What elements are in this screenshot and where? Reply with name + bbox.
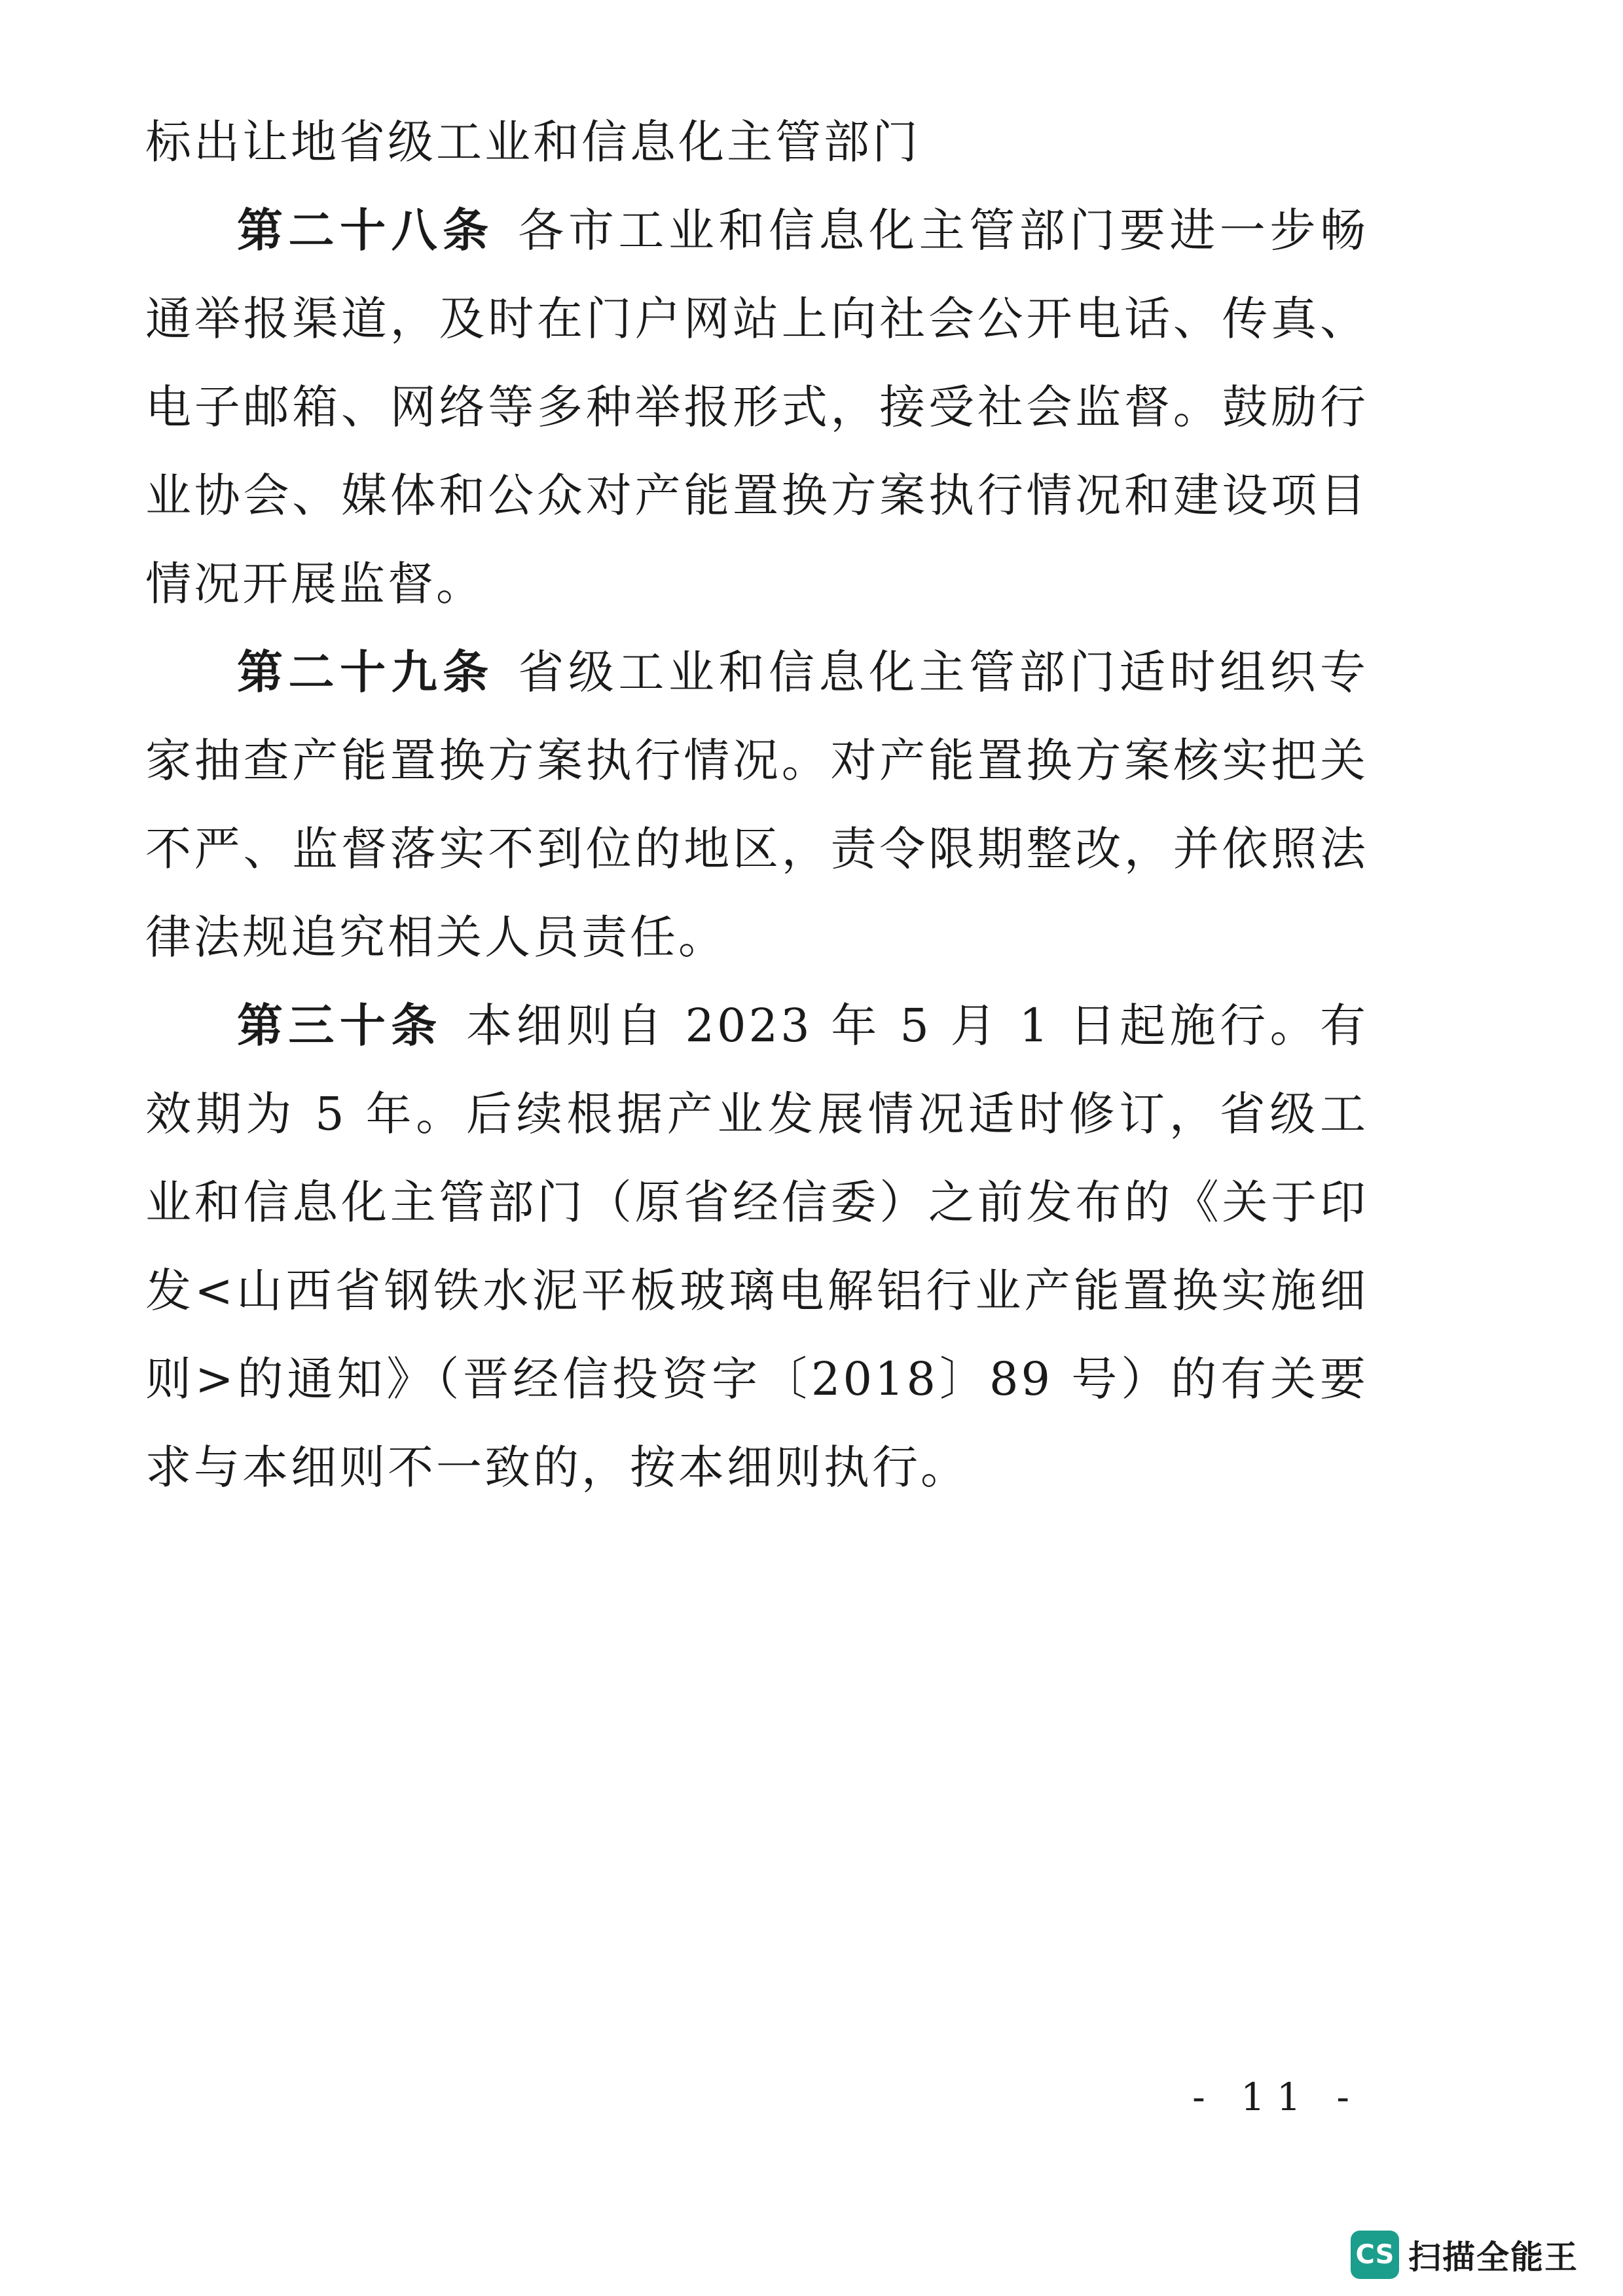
camscanner-logo-icon: CS — [1351, 2231, 1399, 2279]
paragraph-text: 标出让地省级工业和信息化主管部门 — [145, 115, 921, 169]
scanner-watermark — [1351, 2225, 1578, 2284]
page-number: - 11 - — [1192, 2075, 1361, 2119]
article-text: 各市工业和信息化主管部门要进一步畅通举报渠道，及时在门户网站上向社会公开电话、传真、电子邮箱、网络等多种举报形式，接受社会监督。鼓励行业协会、媒体和公众对产能置换方案执行情况和建设项目情况开展监督。 — [145, 204, 1369, 611]
article-heading: 第三十条 — [237, 999, 443, 1052]
article-text: 省级工业和信息化主管部门适时组织专家抽查产能置换方案执行情况。对产能置换方案核实把关不严、监督落实不到位的地区，责令限期整改，并依照法律法规追究相关人员责任。 — [145, 645, 1369, 964]
article-29 — [145, 628, 1368, 982]
article-text: 本细则自 2023 年 5 月 1 日起施行。有效期为 5 年。后续根据产业发展情况适时修订，省级工业和信息化主管部门（原省经信委）之前发布的《关于印发<山西省钢铁水泥平板玻璃电解铝行业产能置换实施细则>的通知》（晋经信投资字〔2018〕89 号）的有关要求与本细则不一致的，按本细则执行。 — [145, 999, 1368, 1494]
article-heading: 第二十八条 — [237, 204, 494, 257]
watermark-label: 扫描全能王 — [1408, 2238, 1578, 2276]
document-body — [145, 98, 1368, 1512]
article-30 — [145, 982, 1368, 1512]
article-heading: 第二十九条 — [237, 645, 494, 699]
continuation-paragraph — [145, 98, 1368, 187]
article-28 — [145, 187, 1368, 628]
